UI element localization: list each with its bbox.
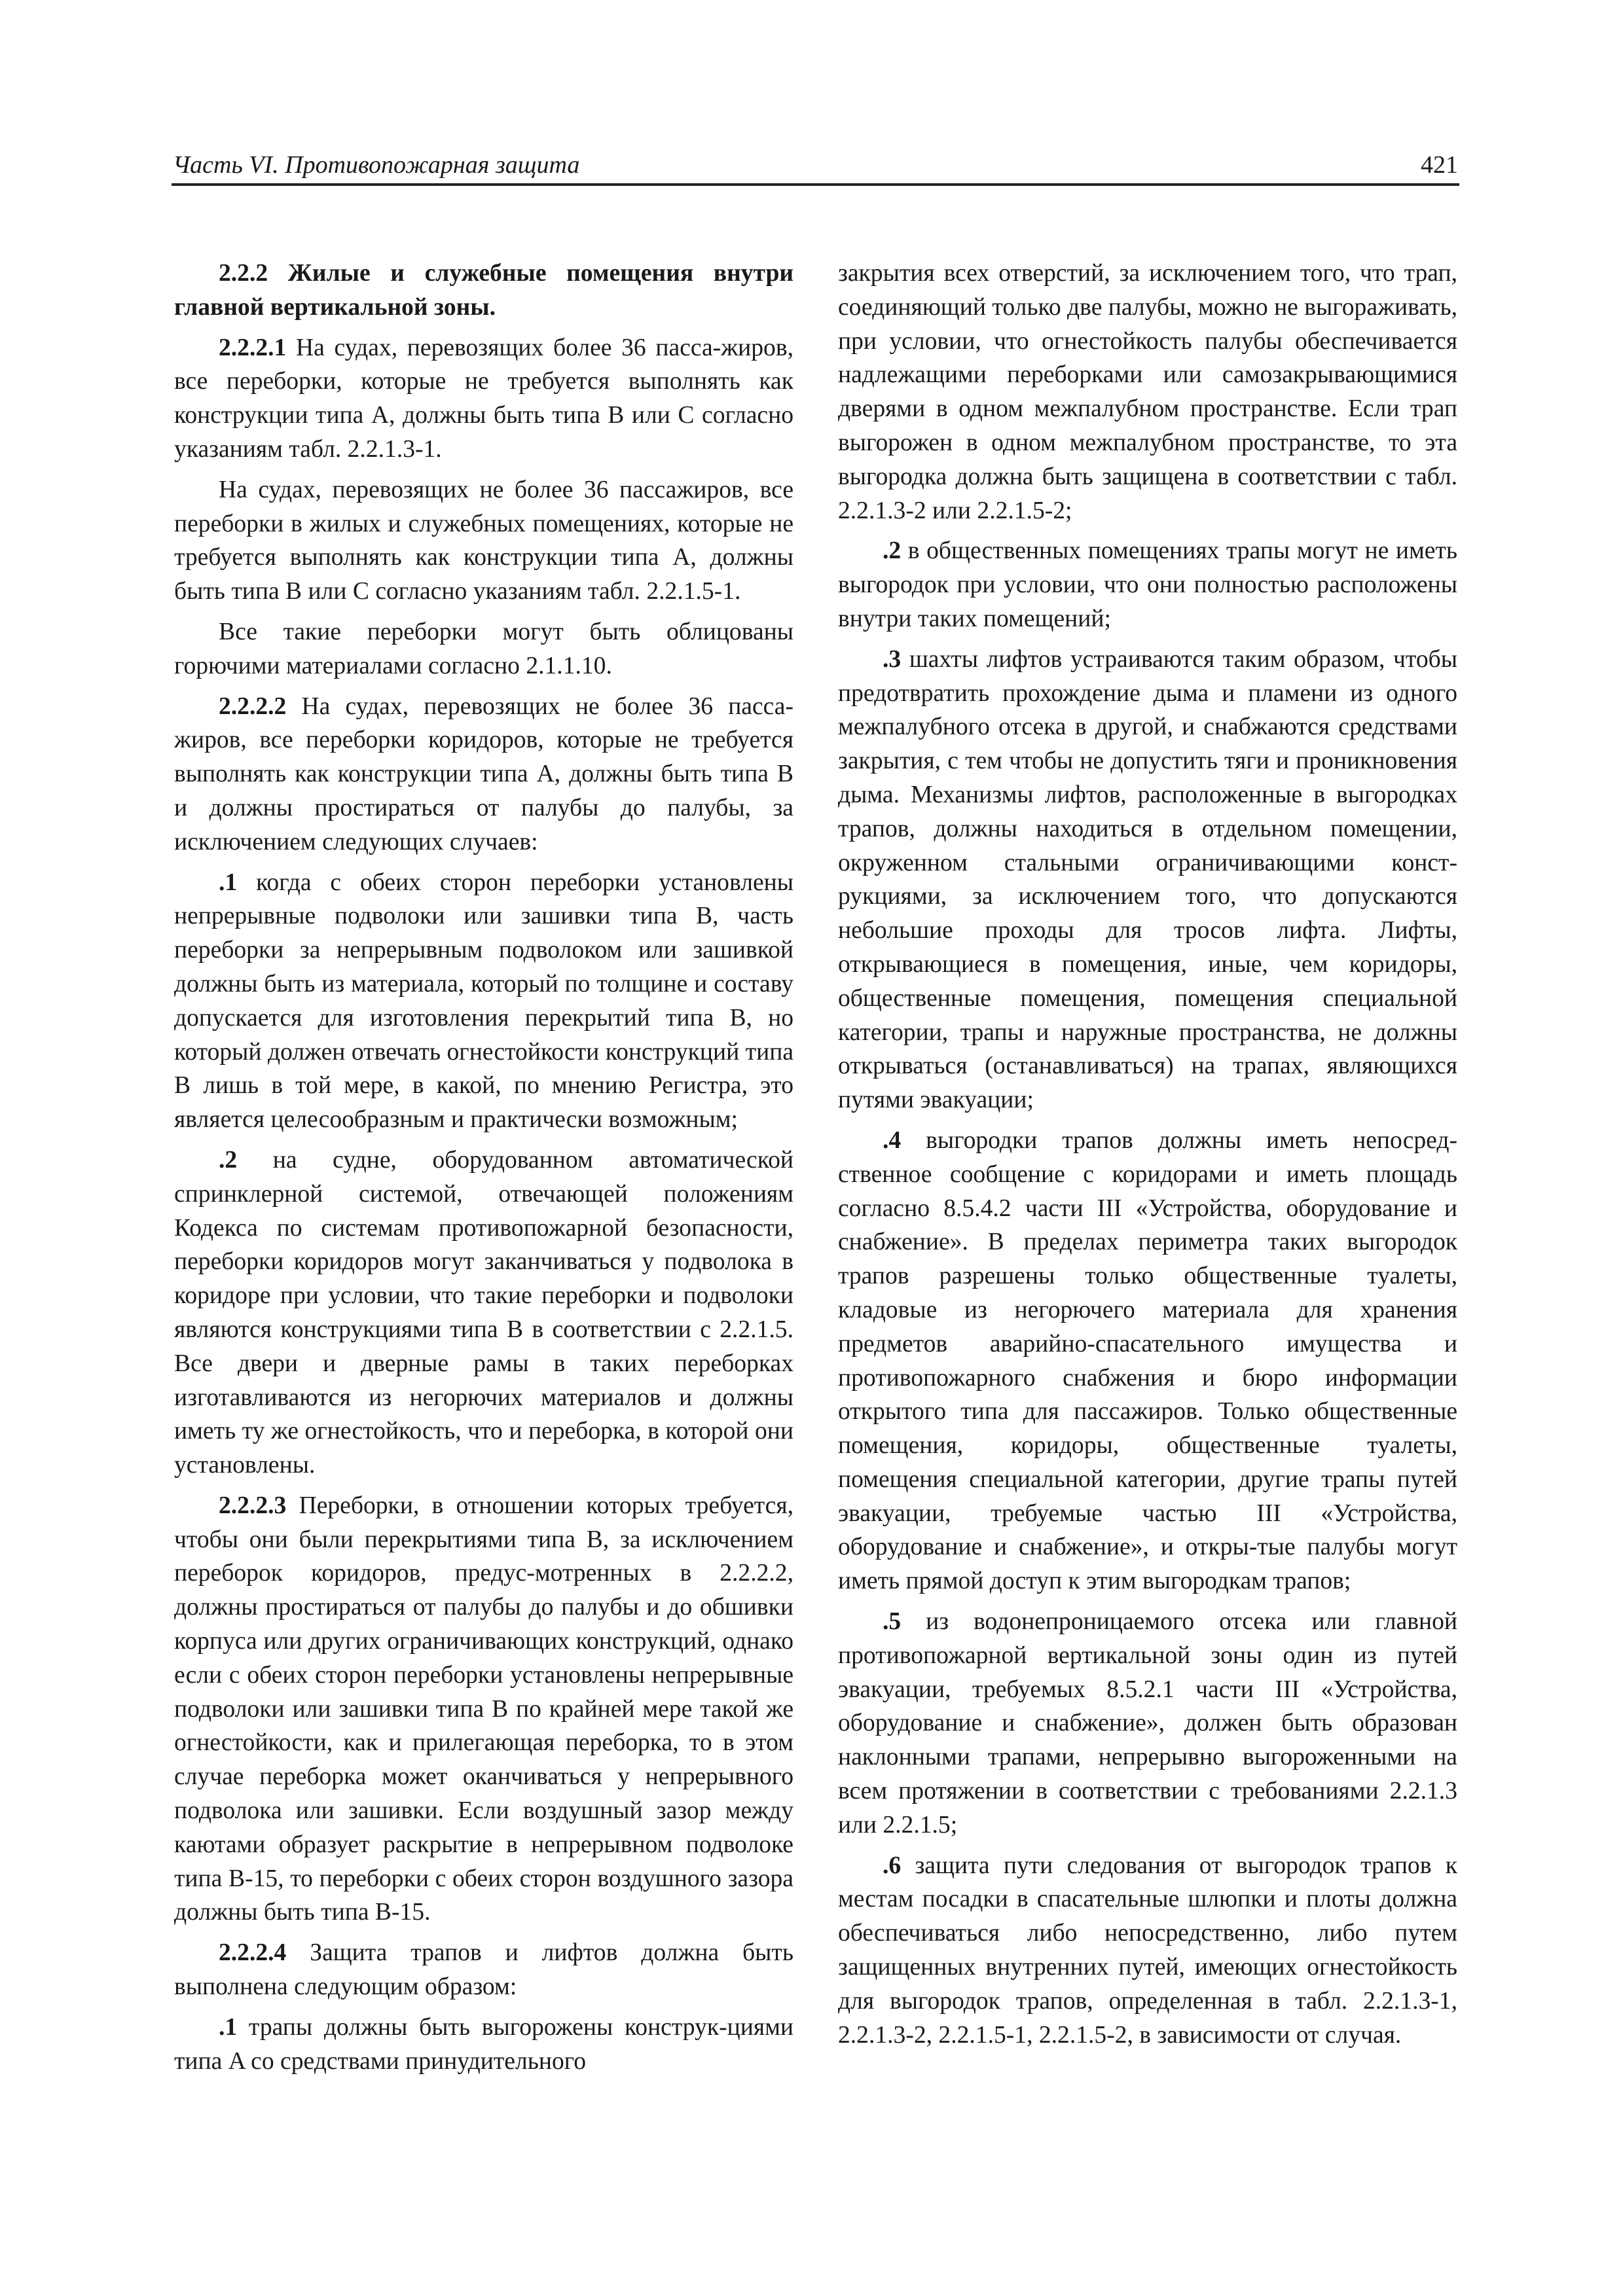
paragraph-continuation (838, 257, 1457, 528)
page-number: 421 (1421, 151, 1458, 179)
paragraph-text: Переборки, в отношении которых требуется, чтобы они были перекрытиями типа B, за исключением переборок коридоров, предус-мотренных в 2.2.2.2, должны простираться от палубы до палубы и до обшивки корпуса или других ограничивающих конструкций, однако если с обеих сторон переборки установлены непрерывные подволоки или зашивки типа B по крайней мере такой же огнестойкости, как и прилегающая переборка, то в этом случае переборка может оканчиваться у непрерывного подволока или зашивки. Если воздушный зазор между каютами образует раскрытие в непрерывном подволоке типа B-15, то переборки с обеих сторон воздушного зазора должны быть типа B-15. (174, 1492, 793, 1926)
list-item-1 (174, 2011, 793, 2079)
paragraph-text: когда с обеих сторон переборки установлены непрерывные подволоки или зашивки типа B, часть переборки за непрерывным подволоком или зашивкой должны быть из материала, который по толщине и составу допускается для изготовления перекрытий типа B, но который должен отвечать огнестойкости конструкций типа B лишь в той мере, в какой, по мнению Регистра, это является целесообразным и практически возможным; (174, 869, 793, 1134)
paragraph-text: трапы должны быть выгорожены конструк-циями типа A со средствами принудительного (174, 2013, 793, 2075)
paragraph-text: шахты лифтов устраиваются таким образом, чтобы предотвратить прохождение дыма и пламени из одного межпалубного отсека в другой, и снабжаются средствами закрытия, с тем чтобы не допустить тяги и проникновения дыма. Механизмы лифтов, расположенные в выгородках трапов, должны находиться в отдельном помещении, окруженном стальными ограничивающими конст-рукциями, за исключением того, что допускаются небольшие проходы для тросов лифта. Лифты, открывающиеся в помещения, иные, чем коридоры, общественные помещения, помещения специальной категории, трапы и наружные пространства, не должны открываться (останавливаться) на трапах, являющихся путями эвакуации; (838, 645, 1457, 1114)
paragraph-2-2-2-3 (174, 1489, 793, 1929)
paragraph-text: На судах, перевозящих не более 36 пасса-жиров, все переборки коридоров, которые не требуется выполнять как конструкции типа A, должны быть типа B и должны простираться от палубы до палубы, за исключением следующих случаев: (174, 692, 793, 855)
item-number: .3 (883, 645, 902, 673)
list-item-2 (174, 1143, 793, 1482)
section-heading (174, 257, 793, 325)
paragraph-text: Все такие переборки могут быть облицованы горючими материалами согласно 2.1.1.10. (174, 618, 793, 679)
right-column (838, 257, 1457, 2058)
paragraph (174, 615, 793, 683)
paragraph-text: выгородки трапов должны иметь непосред-ственное сообщение с коридорами и иметь площадь согласно 8.5.4.2 части III «Устройства, оборудование и снабжение». В пределах периметра таких выгородок трапов разрешены только общественные туалеты, кладовые из негорючего материала для хранения предметов аварийно-спасательного имущества и противопожарного снабжения и бюро информации открытого типа для пассажиров. Только общественные помещения, коридоры, общественные туалеты, помещения специальной категории, другие трапы путей эвакуации, требуемые частью III «Устройства, оборудование и снабжение», и откры-тые палубы могут иметь прямой доступ к этим выгородкам трапов; (838, 1126, 1457, 1595)
paragraph-text: защита пути следования от выгородок трапов к местам посадки в спасательные шлюпки и плоты должна обеспечиваться либо непосредственно, либо путем защищенных внутренних путей, имеющих огнестойкость для выгородок трапов, определенная в табл. 2.2.1.3-1, 2.2.1.3-2, 2.2.1.5-1, 2.2.1.5-2, в зависимости от случая. (838, 1852, 1457, 2049)
item-number: .1 (219, 2013, 238, 2041)
paragraph-2-2-2-2 (174, 690, 793, 859)
paragraph-text: На судах, перевозящих не более 36 пассажиров, все переборки в жилых и служебных помещениях, которые не требуется выполнять как конструкции типа A, должны быть типа B или C согласно указаниям табл. 2.2.1.5-1. (174, 476, 793, 605)
item-number: .2 (883, 537, 902, 565)
paragraph-text: на судне, оборудованном автоматической спринклерной системой, отвечающей положениям Кодекса по системам противопожарной безопасности, переборки коридоров могут заканчиваться у подволока в коридоре при условии, что такие переборки и подволоки являются конструкциями типа B в соответствии с 2.2.1.5. Все двери и дверные рамы в таких переборках изготавливаются из негорючих материалов и должны иметь ту же огнестойкость, что и переборка, в которой они установлены. (174, 1146, 793, 1479)
list-item-4 (838, 1124, 1457, 1598)
clause-number: 2.2.2.1 (219, 334, 287, 361)
item-number: .1 (219, 869, 238, 896)
paragraph-2-2-2-4 (174, 1936, 793, 2004)
page-header (172, 145, 1459, 186)
left-column (174, 257, 793, 2085)
item-number: .5 (883, 1608, 902, 1636)
paragraph (174, 473, 793, 609)
running-title: Часть VI. Противопожарная защита (173, 151, 580, 179)
paragraph-text: Защита трапов и лифтов должна быть выполнена следующим образом: (174, 1939, 793, 2001)
clause-number: 2.2.2.2 (219, 692, 287, 720)
paragraph-text: закрытия всех отверстий, за исключением того, что трап, соединяющий только две палубы, можно не выгораживать, при условии, что огнестойкость палубы обеспечивается надлежащими переборками или самозакрывающимися дверями в одном межпалубном пространстве. Если трап выгорожен в одном межпалубном пространстве, то эта выгородка должна быть защищена в соответствии с табл. 2.2.1.3-2 или 2.2.1.5-2; (838, 260, 1457, 524)
list-item-2 (838, 534, 1457, 636)
paragraph-2-2-2-1 (174, 331, 793, 467)
heading-text: 2.2.2 Жилые и служебные помещения внутри главной вертикальной зоны. (174, 260, 793, 321)
paragraph-text: из водонепроницаемого отсека или главной противопожарной вертикальной зоны один из путей эвакуации, требуемых 8.5.2.1 части III «Устройства, оборудование и снабжение», должен быть образован наклонными трапами, непрерывно выгороженными на всем протяжении в соответствии с требованиями 2.2.1.3 или 2.2.1.5; (838, 1608, 1457, 1839)
list-item-3 (838, 643, 1457, 1117)
item-number: .4 (883, 1126, 902, 1154)
clause-number: 2.2.2.3 (219, 1492, 287, 1519)
paragraph-text: в общественных помещениях трапы могут не иметь выгородок при условии, что они полностью расположены внутри таких помещений; (838, 537, 1457, 632)
list-item-1 (174, 866, 793, 1137)
list-item-6 (838, 1849, 1457, 2053)
paragraph-text: На судах, перевозящих более 36 пасса-жиров, все переборки, которые не требуется выполнять как конструкции типа A, должны быть типа B или C согласно указаниям табл. 2.2.1.3-1. (174, 334, 793, 463)
clause-number: 2.2.2.4 (219, 1939, 287, 1967)
item-number: .6 (883, 1852, 902, 1879)
item-number: .2 (219, 1146, 238, 1174)
list-item-5 (838, 1605, 1457, 1842)
